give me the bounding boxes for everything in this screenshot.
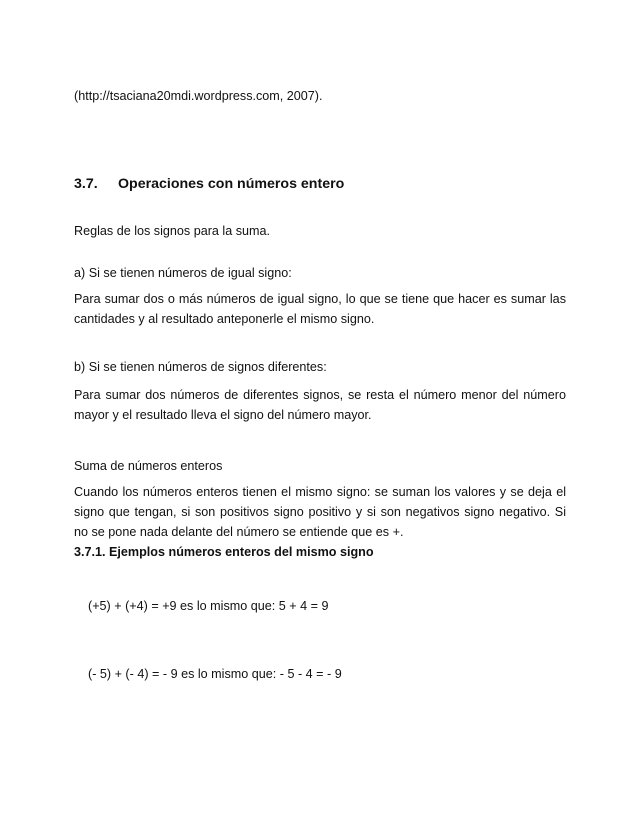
suma-heading: Suma de números enteros [74, 459, 223, 473]
example-1: (+5) + (+4) = +9 es lo mismo que: 5 + 4 = 9 [88, 599, 329, 613]
intro-text: Reglas de los signos para la suma. [74, 224, 271, 238]
rule-a-heading: a) Si se tienen números de igual signo: [74, 266, 292, 280]
subsection-heading: 3.7.1. Ejemplos números enteros del mismo signo [74, 545, 374, 559]
example-2: (- 5) + (- 4) = - 9 es lo mismo que: - 5 - 4 = - 9 [88, 667, 342, 681]
section-number: 3.7. [74, 176, 98, 192]
suma-body: Cuando los números enteros tienen el mismo signo: se suman los valores y se deja el signo que tengan, si son positivos signo positivo y si son negativos signo negativo. Si no se pone nada delante del número se entiende que es +. [74, 485, 566, 539]
section-heading [74, 176, 344, 192]
citation-text: (http://tsaciana20mdi.wordpress.com, 2007). [74, 89, 323, 103]
rule-b-heading: b) Si se tienen números de signos diferentes: [74, 360, 327, 374]
section-title: Operaciones con números entero [118, 176, 345, 192]
rule-b-body: Para sumar dos números de diferentes signos, se resta el número menor del número mayor y el resultado lleva el signo del número mayor. [74, 388, 566, 422]
rule-a-body: Para sumar dos o más números de igual signo, lo que se tiene que hacer es sumar las cantidades y al resultado anteponerle el mismo signo. [74, 292, 566, 326]
